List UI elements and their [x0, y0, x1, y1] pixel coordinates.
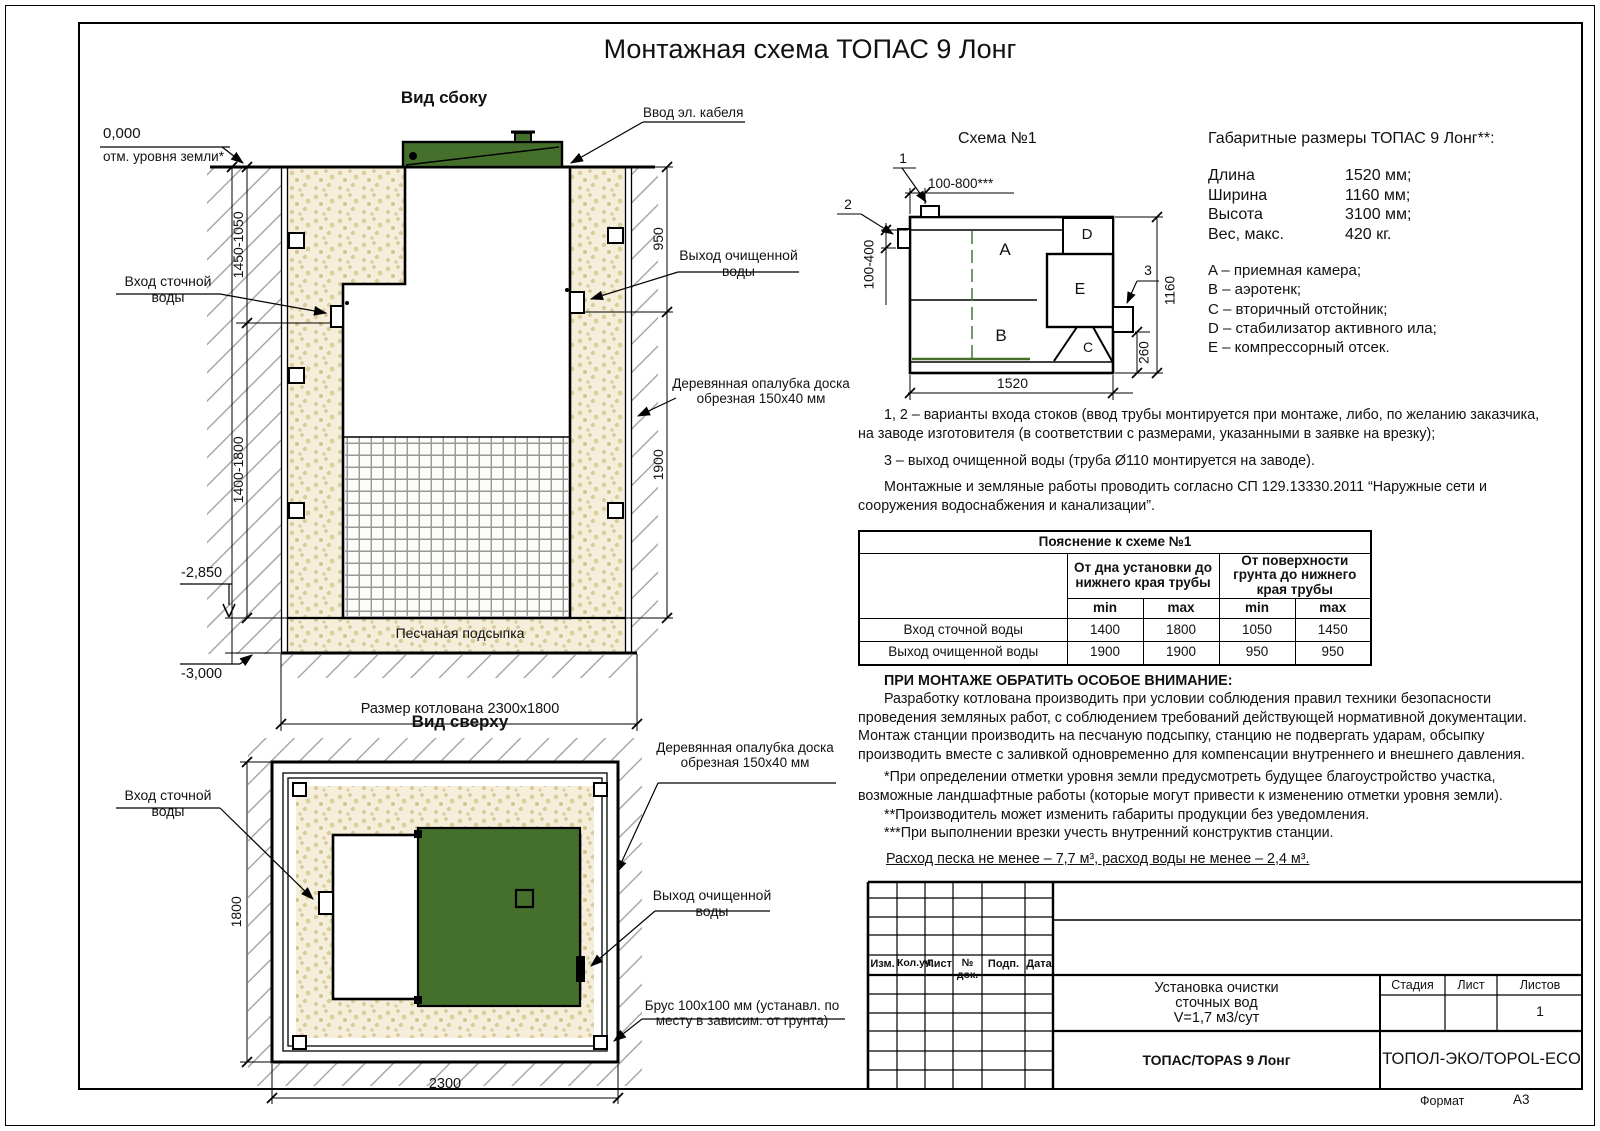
rev-header-data: Дата	[1026, 958, 1052, 970]
specs-title: Габаритные размеры ТОПАС 9 Лонг**:	[1208, 130, 1495, 147]
schema-drawing	[898, 206, 1133, 373]
beam-label: Брус 100х100 мм (устанавл. по месту в зависим. от грунта)	[644, 998, 840, 1029]
spec-value: 1520 мм;	[1345, 167, 1412, 184]
spec-label: Длина	[1208, 167, 1255, 184]
rev-header-koluch: Кол.уч.	[897, 957, 935, 969]
zero-level-mark: 0,000	[103, 125, 141, 142]
top-formwork-label: Деревянная опалубка доска обрезная 150х40 мм	[656, 740, 834, 771]
explanation-table	[858, 530, 1372, 666]
model-name: ТОПАС/TOPAS 9 Лонг	[1142, 1052, 1291, 1068]
legend-item: E – компрессорный отсек.	[1208, 339, 1390, 356]
footnote-1: *При определении отметки уровня земли предусмотреть будущее благоустройство участка, возможные ландшафтные работы (которые могут привести к изменению отметки уровня земли).	[858, 769, 1503, 804]
doc-title-line: V=1,7 м3/сут	[1173, 1010, 1260, 1026]
table-group-header: От поверхности грунта до нижнего края трубы	[1219, 553, 1371, 599]
top-outlet-label: Выход очищенной воды	[652, 887, 772, 919]
sheet-header: Лист	[1457, 978, 1485, 992]
row-value: 1900	[1067, 642, 1143, 665]
schema-dim-right: 1160	[1162, 276, 1178, 306]
doc-title-line: сточных вод	[1175, 995, 1258, 1011]
table-corner-cell	[859, 553, 1067, 619]
rev-header-izm: Изм.	[870, 958, 895, 970]
legend-item: A – приемная камера;	[1208, 262, 1362, 279]
schema-dim-bottom: 1520	[996, 375, 1029, 391]
schema-dim-outlet: 260	[1136, 341, 1152, 364]
pit-size-label: Размер котлована 2300х1800	[360, 701, 560, 717]
dim-2300: 2300	[428, 1076, 462, 1092]
schema-mark-1: 1	[899, 150, 907, 166]
table-row	[859, 642, 1371, 665]
spec-label: Высота	[1208, 206, 1263, 223]
side-inlet-label: Вход сточной воды	[124, 273, 212, 305]
level-2850: -2,850	[181, 565, 223, 581]
legend-item: B – аэротенк;	[1208, 281, 1302, 298]
compartment-e: E	[1074, 281, 1086, 298]
note-outlet: 3 – выход очищенной воды (труба Ø110 монтируется на заводе).	[884, 453, 1315, 469]
spec-value: 420 кг.	[1345, 226, 1392, 243]
side-outlet-label: Выход очищенной воды	[679, 247, 798, 279]
row-value: 1450	[1295, 619, 1371, 642]
sheets-value: 1	[1536, 1003, 1544, 1019]
attention-body: Разработку котлована производить при условии соблюдения правил техники безопасности проведения земляных работ, с соблюдением требований действующей нормативной документации. Монтаж станции производить на песчаную подсыпку, станцию не подвергать ударам, обсыпку производить вместе с заливкой одновременно для компенсации внутреннего и внешнего давления.	[858, 691, 1527, 764]
row-value: 1800	[1143, 619, 1219, 642]
row-label: Выход очищенной воды	[859, 642, 1067, 665]
table-subheader: max	[1295, 599, 1371, 619]
zero-level-sub: отм. уровня земли*	[103, 149, 224, 164]
table-subheader: max	[1143, 599, 1219, 619]
level-3000: -3,000	[181, 666, 223, 682]
row-value: 950	[1295, 642, 1371, 665]
doc-title-line: Установка очистки	[1154, 980, 1279, 996]
side-view-title: Вид сбоку	[400, 88, 488, 107]
stage-header: Стадия	[1391, 978, 1434, 992]
row-value: 950	[1219, 642, 1295, 665]
schema-mark-2: 2	[844, 196, 852, 212]
table-title: Пояснение к схеме №1	[859, 531, 1371, 553]
top-view-title: Вид сверху	[411, 712, 509, 731]
sheets-header: Листов	[1519, 978, 1561, 992]
spec-value: 1160 мм;	[1345, 187, 1411, 204]
dim-1400-1800: 1400-1800	[230, 436, 247, 504]
row-label: Вход сточной воды	[859, 619, 1067, 642]
compartment-a: A	[999, 240, 1011, 259]
format-value: А3	[1513, 1092, 1530, 1107]
row-value: 1400	[1067, 619, 1143, 642]
rev-header-podp: Подп.	[987, 958, 1020, 970]
note-inlet-variants: 1, 2 – варианты входа стоков (ввод трубы монтируется при монтаже, либо, по желанию заказчика, на заводе изготовителя (в соответствии с размерами, указанными в заявке на врезку);	[858, 407, 1540, 442]
top-inlet-label: Вход сточной воды	[124, 787, 212, 819]
top-view-drawing	[248, 738, 642, 1086]
legend-item: C – вторичный отстойник;	[1208, 301, 1388, 318]
dim-950: 950	[650, 227, 667, 251]
table-subheader: min	[1067, 599, 1143, 619]
compartment-b: B	[995, 326, 1007, 345]
cable-entry-label: Ввод эл. кабеля	[643, 105, 744, 120]
footnote-3: ***При выполнении врезки учесть внутренний конструктив станции.	[884, 825, 1334, 841]
rev-header-list: Лист	[926, 958, 952, 970]
compartment-c: C	[1082, 339, 1094, 355]
spec-value: 3100 мм;	[1345, 206, 1412, 223]
company-name: ТОПОЛ-ЭКО/TOPOL-ECO	[1382, 1050, 1581, 1068]
format-label: Формат	[1420, 1094, 1465, 1108]
dim-1450-1050: 1450-1050	[230, 211, 247, 279]
schema-title: Схема №1	[958, 130, 1037, 147]
attention-heading: ПРИ МОНТАЖЕ ОБРАТИТЬ ОСОБОЕ ВНИМАНИЕ:	[884, 673, 1233, 689]
compartment-d: D	[1081, 226, 1093, 243]
side-formwork-label: Деревянная опалубка доска обрезная 150х40 мм	[672, 376, 850, 407]
sand-bed-label: Песчаная подсыпка	[395, 625, 525, 641]
consumption-note: Расход песка не менее – 7,7 м³, расход воды не менее – 2,4 м³.	[886, 851, 1310, 867]
dim-1900: 1900	[650, 449, 667, 481]
row-value: 1900	[1143, 642, 1219, 665]
side-view-drawing	[207, 132, 658, 678]
page-title: Монтажная схема ТОПАС 9 Лонг	[603, 34, 1017, 64]
table-subheader: min	[1219, 599, 1295, 619]
schema-dim-top: 100-800***	[928, 176, 994, 191]
schema-mark-3: 3	[1144, 262, 1152, 278]
spec-label: Ширина	[1208, 187, 1268, 204]
legend-item: D – стабилизатор активного ила;	[1208, 320, 1437, 337]
schema-dim-left: 100-400	[861, 239, 877, 290]
table-group-header: От дна установки до нижнего края трубы	[1067, 553, 1219, 599]
table-row	[859, 619, 1371, 642]
note-sp: Монтажные и земляные работы проводить согласно СП 129.13330.2011 “Наружные сети и сооружения водоснабжения и канализации”.	[858, 479, 1487, 514]
row-value: 1050	[1219, 619, 1295, 642]
rev-header-ndok: № док.	[956, 957, 979, 981]
dim-1800: 1800	[228, 896, 245, 928]
footnote-2: **Производитель может изменить габариты продукции без уведомления.	[884, 807, 1370, 823]
spec-label: Вес, макс.	[1208, 226, 1284, 243]
